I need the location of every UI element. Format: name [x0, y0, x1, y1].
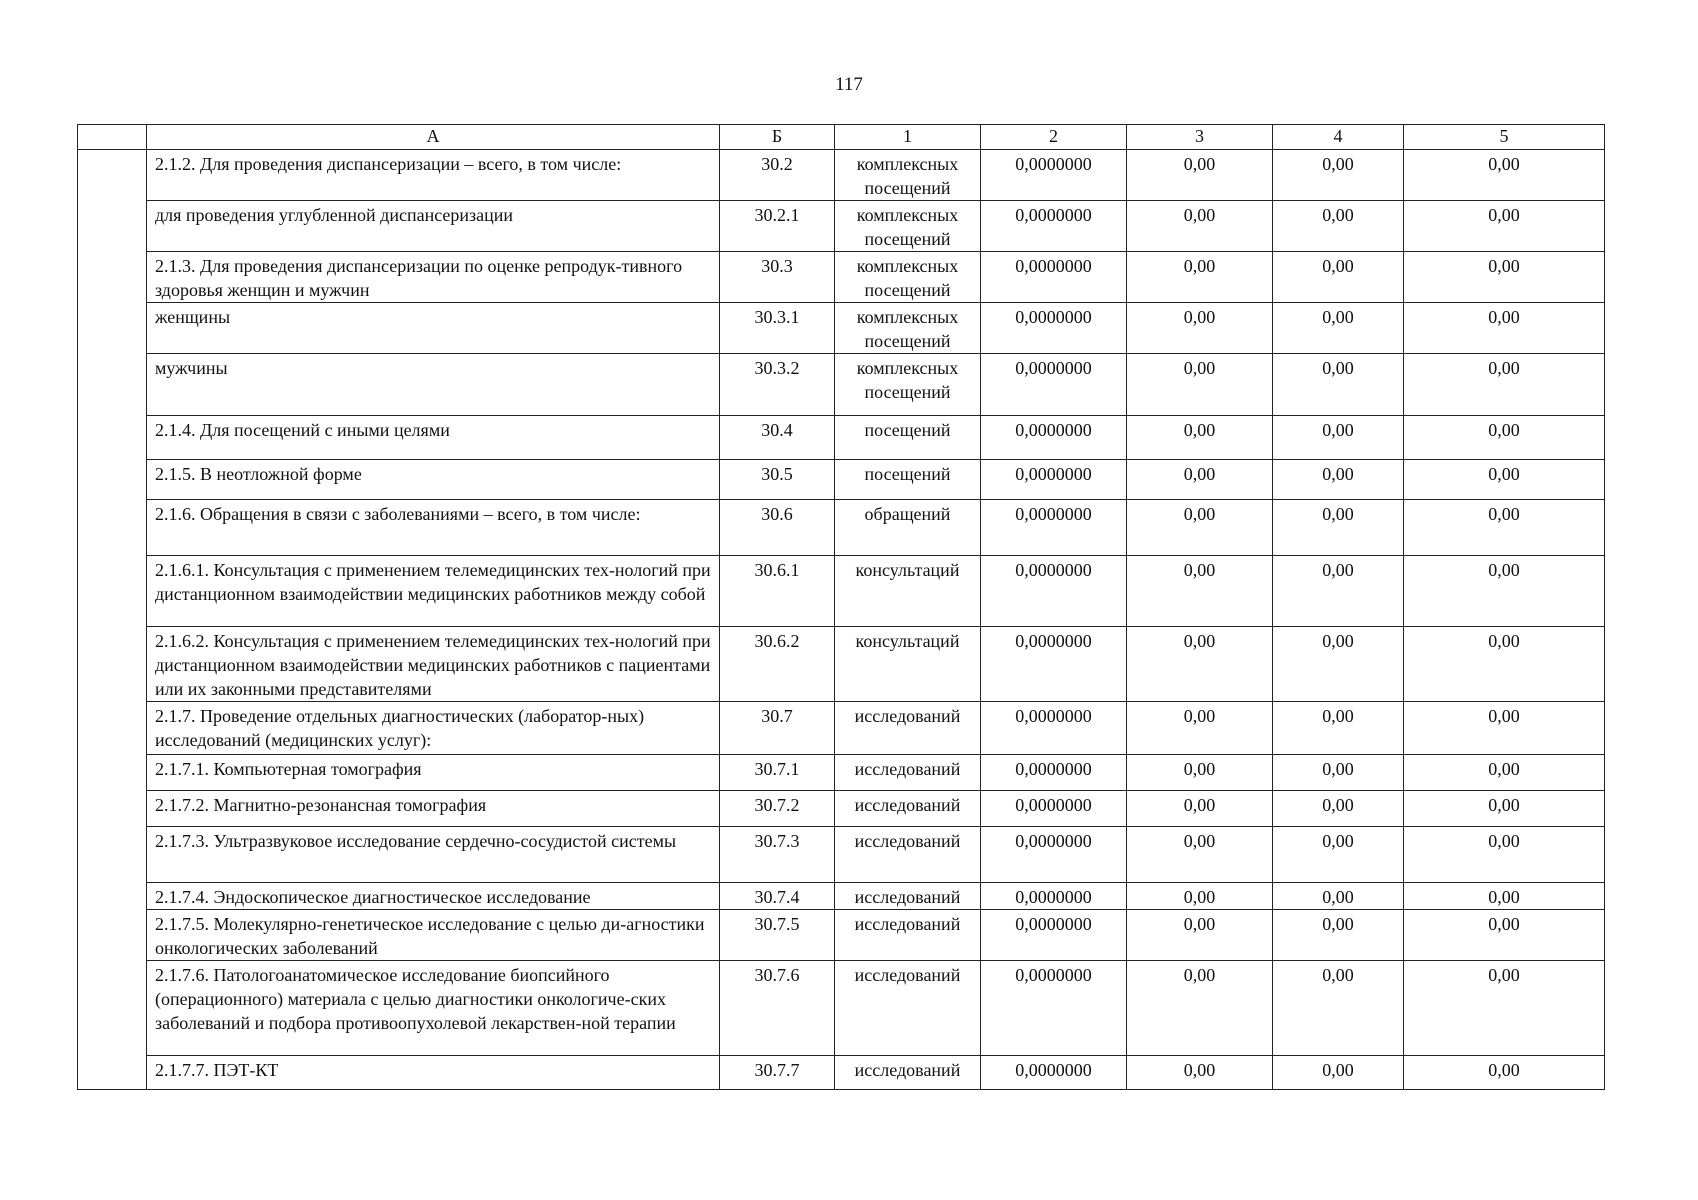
- row-code: 30.6.1: [720, 556, 835, 627]
- row-value-5: 0,00: [1404, 627, 1605, 702]
- row-value-4: 0,00: [1273, 354, 1404, 416]
- row-value-4: 0,00: [1273, 910, 1404, 961]
- row-unit: консультаций: [835, 627, 981, 702]
- table-row: [78, 150, 1605, 201]
- row-unit: исследований: [835, 883, 981, 910]
- table-row: [78, 416, 1605, 460]
- row-unit: исследований: [835, 791, 981, 827]
- row-value-4: 0,00: [1273, 827, 1404, 883]
- row-value-2: 0,0000000: [981, 500, 1127, 556]
- row-value-5: 0,00: [1404, 303, 1605, 354]
- row-value-2: 0,0000000: [981, 556, 1127, 627]
- table-row: [78, 303, 1605, 354]
- row-value-5: 0,00: [1404, 883, 1605, 910]
- row-unit: исследований: [835, 1056, 981, 1090]
- header-3: 3: [1127, 125, 1273, 150]
- row-description: 2.1.5. В неотложной форме: [147, 460, 720, 500]
- row-value-3: 0,00: [1127, 961, 1273, 1056]
- row-value-3: 0,00: [1127, 556, 1273, 627]
- table-row: [78, 961, 1605, 1056]
- table-row: [78, 627, 1605, 702]
- row-value-2: 0,0000000: [981, 201, 1127, 252]
- row-value-3: 0,00: [1127, 910, 1273, 961]
- row-value-2: 0,0000000: [981, 354, 1127, 416]
- row-value-3: 0,00: [1127, 416, 1273, 460]
- row-description: 2.1.7.4. Эндоскопическое диагностическое исследование: [147, 883, 720, 910]
- row-value-4: 0,00: [1273, 416, 1404, 460]
- row-value-4: 0,00: [1273, 961, 1404, 1056]
- row-value-2: 0,0000000: [981, 961, 1127, 1056]
- row-code: 30.7: [720, 702, 835, 755]
- row-code: 30.7.6: [720, 961, 835, 1056]
- row-description: 2.1.3. Для проведения диспансеризации по оценке репродук-тивного здоровья женщин и мужчин: [147, 252, 720, 303]
- row-value-4: 0,00: [1273, 500, 1404, 556]
- row-value-2: 0,0000000: [981, 791, 1127, 827]
- row-code: 30.7.4: [720, 883, 835, 910]
- row-value-3: 0,00: [1127, 883, 1273, 910]
- header-2: 2: [981, 125, 1127, 150]
- row-value-5: 0,00: [1404, 416, 1605, 460]
- row-code: 30.7.5: [720, 910, 835, 961]
- table-row: [78, 702, 1605, 755]
- row-description: 2.1.7.6. Патологоанатомическое исследование биопсийного (операционного) материала с целью диагностики онкологиче-ских заболеваний и подбора противоопухолевой лекарствен-ной терапии: [147, 961, 720, 1056]
- row-value-2: 0,0000000: [981, 883, 1127, 910]
- data-table: [77, 124, 1605, 1090]
- row-value-4: 0,00: [1273, 755, 1404, 791]
- table-row: [78, 354, 1605, 416]
- table-row: [78, 755, 1605, 791]
- table-row: [78, 460, 1605, 500]
- row-description: 2.1.6.2. Консультация с применением телемедицинских тех-нологий при дистанционном взаимодействии медицинских работников с пациентами или их законными представителями: [147, 627, 720, 702]
- row-unit: комплексных посещений: [835, 303, 981, 354]
- row-code: 30.3: [720, 252, 835, 303]
- header-b: Б: [720, 125, 835, 150]
- row-description: 2.1.6.1. Консультация с применением телемедицинских тех-нологий при дистанционном взаимодействии медицинских работников между собой: [147, 556, 720, 627]
- header-empty: [78, 125, 147, 150]
- row-unit: посещений: [835, 416, 981, 460]
- row-code: 30.3.1: [720, 303, 835, 354]
- row-value-3: 0,00: [1127, 303, 1273, 354]
- row-description: 2.1.7.7. ПЭТ-КТ: [147, 1056, 720, 1090]
- row-value-5: 0,00: [1404, 702, 1605, 755]
- row-value-4: 0,00: [1273, 791, 1404, 827]
- row-code: 30.4: [720, 416, 835, 460]
- table-body: [78, 150, 1605, 1090]
- row-value-3: 0,00: [1127, 150, 1273, 201]
- row-description: 2.1.6. Обращения в связи с заболеваниями – всего, в том числе:: [147, 500, 720, 556]
- row-value-4: 0,00: [1273, 702, 1404, 755]
- table-row: [78, 791, 1605, 827]
- row-value-3: 0,00: [1127, 702, 1273, 755]
- row-unit: комплексных посещений: [835, 354, 981, 416]
- row-code: 30.3.2: [720, 354, 835, 416]
- row-value-2: 0,0000000: [981, 702, 1127, 755]
- row-description: женщины: [147, 303, 720, 354]
- table-row: [78, 500, 1605, 556]
- row-value-3: 0,00: [1127, 460, 1273, 500]
- row-value-3: 0,00: [1127, 500, 1273, 556]
- row-value-3: 0,00: [1127, 755, 1273, 791]
- table-row: [78, 910, 1605, 961]
- row-description: для проведения углубленной диспансеризации: [147, 201, 720, 252]
- row-description: 2.1.4. Для посещений с иными целями: [147, 416, 720, 460]
- row-value-4: 0,00: [1273, 252, 1404, 303]
- header-5: 5: [1404, 125, 1605, 150]
- row-value-3: 0,00: [1127, 354, 1273, 416]
- row-value-3: 0,00: [1127, 201, 1273, 252]
- row-code: 30.7.1: [720, 755, 835, 791]
- row-value-4: 0,00: [1273, 201, 1404, 252]
- row-description: 2.1.7.1. Компьютерная томография: [147, 755, 720, 791]
- row-value-2: 0,0000000: [981, 303, 1127, 354]
- row-value-3: 0,00: [1127, 627, 1273, 702]
- row-value-5: 0,00: [1404, 201, 1605, 252]
- row-value-5: 0,00: [1404, 556, 1605, 627]
- row-value-4: 0,00: [1273, 627, 1404, 702]
- row-code: 30.6.2: [720, 627, 835, 702]
- row-unit: комплексных посещений: [835, 150, 981, 201]
- row-value-5: 0,00: [1404, 791, 1605, 827]
- table-row: [78, 556, 1605, 627]
- row-value-4: 0,00: [1273, 150, 1404, 201]
- table-row: [78, 252, 1605, 303]
- row-code: 30.2.1: [720, 201, 835, 252]
- row-code: 30.2: [720, 150, 835, 201]
- empty-first-column: [78, 150, 147, 1090]
- row-value-2: 0,0000000: [981, 627, 1127, 702]
- row-unit: консультаций: [835, 556, 981, 627]
- row-value-5: 0,00: [1404, 500, 1605, 556]
- table-row: [78, 827, 1605, 883]
- row-code: 30.5: [720, 460, 835, 500]
- row-value-2: 0,0000000: [981, 252, 1127, 303]
- row-description: мужчины: [147, 354, 720, 416]
- row-value-5: 0,00: [1404, 460, 1605, 500]
- row-value-5: 0,00: [1404, 252, 1605, 303]
- row-code: 30.6: [720, 500, 835, 556]
- row-description: 2.1.7. Проведение отдельных диагностических (лаборатор-ных) исследований (медицинских услуг):: [147, 702, 720, 755]
- row-value-2: 0,0000000: [981, 755, 1127, 791]
- row-code: 30.7.2: [720, 791, 835, 827]
- row-value-5: 0,00: [1404, 910, 1605, 961]
- header-a: А: [147, 125, 720, 150]
- row-description: 2.1.7.2. Магнитно-резонансная томография: [147, 791, 720, 827]
- table-row: [78, 883, 1605, 910]
- header-4: 4: [1273, 125, 1404, 150]
- table-row: [78, 201, 1605, 252]
- row-value-2: 0,0000000: [981, 460, 1127, 500]
- row-unit: исследований: [835, 755, 981, 791]
- row-value-2: 0,0000000: [981, 1056, 1127, 1090]
- row-description: 2.1.7.5. Молекулярно-генетическое исследование с целью ди-агностики онкологических заболеваний: [147, 910, 720, 961]
- row-unit: комплексных посещений: [835, 201, 981, 252]
- page-number: 117: [835, 74, 863, 95]
- row-value-3: 0,00: [1127, 827, 1273, 883]
- row-value-3: 0,00: [1127, 252, 1273, 303]
- row-unit: исследований: [835, 827, 981, 883]
- row-unit: исследований: [835, 910, 981, 961]
- row-unit: посещений: [835, 460, 981, 500]
- row-unit: обращений: [835, 500, 981, 556]
- row-value-4: 0,00: [1273, 303, 1404, 354]
- row-value-2: 0,0000000: [981, 910, 1127, 961]
- header-1: 1: [835, 125, 981, 150]
- row-description: 2.1.7.3. Ультразвуковое исследование сердечно-сосудистой системы: [147, 827, 720, 883]
- row-unit: комплексных посещений: [835, 252, 981, 303]
- row-value-5: 0,00: [1404, 354, 1605, 416]
- row-value-3: 0,00: [1127, 791, 1273, 827]
- row-value-2: 0,0000000: [981, 827, 1127, 883]
- row-value-5: 0,00: [1404, 150, 1605, 201]
- row-value-2: 0,0000000: [981, 150, 1127, 201]
- row-value-2: 0,0000000: [981, 416, 1127, 460]
- table-row: [78, 1056, 1605, 1090]
- row-value-4: 0,00: [1273, 1056, 1404, 1090]
- row-unit: исследований: [835, 961, 981, 1056]
- row-value-5: 0,00: [1404, 1056, 1605, 1090]
- row-code: 30.7.7: [720, 1056, 835, 1090]
- row-description: 2.1.2. Для проведения диспансеризации – всего, в том числе:: [147, 150, 720, 201]
- row-value-4: 0,00: [1273, 460, 1404, 500]
- row-unit: исследований: [835, 702, 981, 755]
- row-value-5: 0,00: [1404, 961, 1605, 1056]
- header-row: [78, 125, 1605, 150]
- row-value-5: 0,00: [1404, 755, 1605, 791]
- row-value-5: 0,00: [1404, 827, 1605, 883]
- row-value-3: 0,00: [1127, 1056, 1273, 1090]
- row-code: 30.7.3: [720, 827, 835, 883]
- row-value-4: 0,00: [1273, 556, 1404, 627]
- row-value-4: 0,00: [1273, 883, 1404, 910]
